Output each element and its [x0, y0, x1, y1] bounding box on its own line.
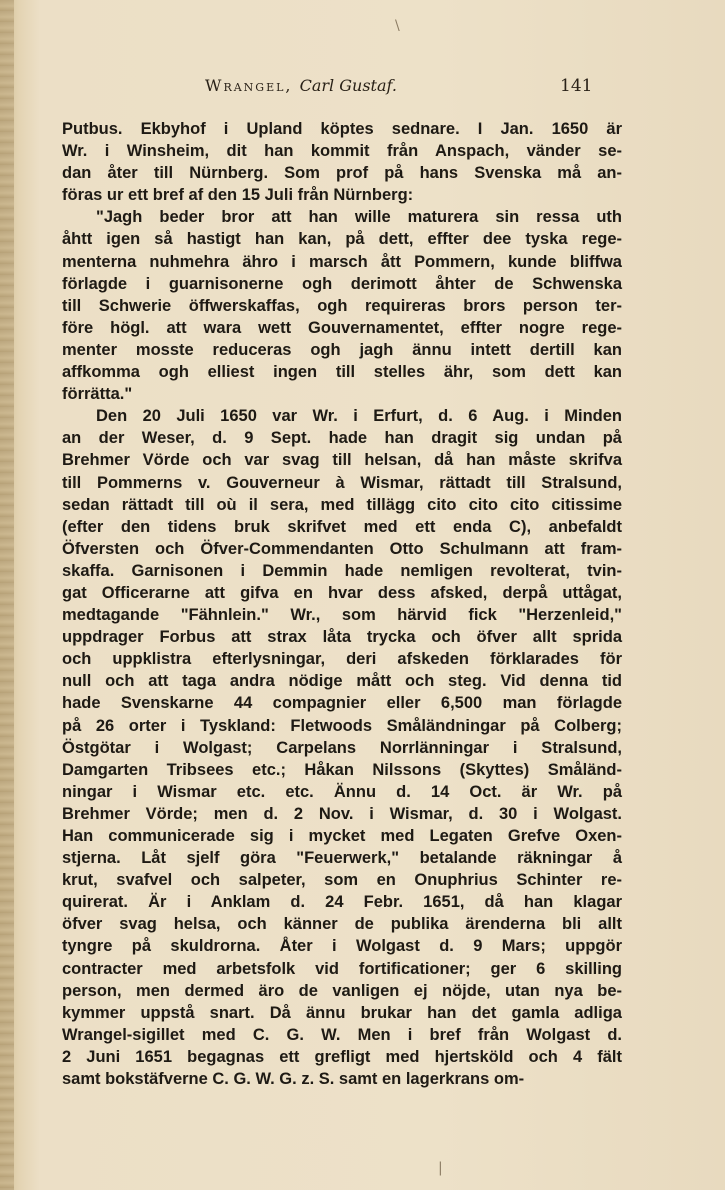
paper-speck-mark: \	[395, 18, 400, 34]
text-line: contracter med arbetsfolk vid fortificationer; ger 6 skilling	[62, 959, 622, 978]
text-line: kymmer uppstå snart. Då ännu brukar han det gamla adliga	[62, 1003, 622, 1022]
text-line: (efter den tidens bruk skrifvet med ett enda C), anbefaldt	[62, 517, 622, 536]
text-line: samt bokstäfverne C. G. W. G. z. S. samt en lagerkrans om-	[62, 1070, 525, 1089]
text-line: Wrangel-sigillet med C. G. W. Men i bref från Wolgast d.	[62, 1025, 622, 1044]
text-line: medtagande "Fähnlein." Wr., som härvid fick "Herzenleid,"	[62, 606, 622, 625]
running-head	[205, 76, 655, 102]
text-line: "Jagh beder bror att han wille maturera sin ressa uth	[96, 208, 622, 227]
paper-speck-mark: |	[438, 1160, 443, 1176]
text-line: null och att taga andra nödige mått och steg. Vid denna tid	[62, 672, 622, 691]
text-line: uppdrager Forbus att strax låta trycka och öfver allt sprida	[62, 628, 622, 647]
text-line: till Schwerie öffwerskaffas, ogh requireras brors person ter-	[62, 296, 622, 315]
text-line: skaffa. Garnisonen i Demmin hade nemligen revolterat, tvin-	[62, 561, 622, 580]
text-line: Han communicerade sig i mycket med Legaten Grefve Oxen-	[62, 827, 622, 845]
text-line: åhtt igen så hastigt han kan, på dett, effter dee tyska rege-	[62, 230, 622, 249]
text-line: Damgarten Tribsees etc.; Håkan Nilssons (Skyttes) Småländ-	[62, 760, 622, 779]
text-line: Brehmer Vörde; men d. 2 Nov. i Wismar, d. 30 i Wolgast.	[62, 804, 622, 823]
text-line: Den 20 Juli 1650 var Wr. i Erfurt, d. 6 Aug. i Minden	[96, 407, 622, 426]
text-line: Östgötar i Wolgast; Carpelans Norrlänningar i Stralsund,	[62, 738, 622, 757]
text-line: Öfversten och Öfver-Commendanten Otto Schulmann att fram-	[62, 539, 622, 558]
text-line: an der Weser, d. 9 Sept. hade han dragit sig undan på	[62, 429, 622, 448]
text-line: på 26 orter i Tyskland: Fletwoods Småländningar på Colberg;	[62, 716, 622, 735]
text-line: Putbus. Ekbyhof i Upland köptes sednare. I Jan. 1650 är	[62, 120, 622, 138]
text-line: sedan rättadt till où il sera, med tillägg cito cito cito citissime	[62, 495, 622, 514]
text-line: affkomma ogh elliest ingen till stelles ähr, som dett kan	[62, 363, 622, 382]
text-line: förrätta."	[62, 385, 133, 404]
text-line: ningar i Wismar etc. etc. Ännu d. 14 Oct. är Wr. på	[62, 782, 622, 801]
text-line: förlagde i guarnisonerne ogh derimott åhter de Schwenska	[62, 274, 622, 293]
page-number: 141	[560, 76, 593, 96]
text-line: före högl. att wara wett Gouvernamentet, effter nogre rege-	[62, 318, 622, 337]
body-text	[62, 118, 622, 1090]
text-line: dan åter till Nürnberg. Som prof på hans Svenska må an-	[62, 164, 622, 183]
text-line: quirerat. Är i Anklam d. 24 Febr. 1651, då han klagar	[62, 893, 622, 912]
text-line: öfver svag helsa, och känner de publika ärenderna bli allt	[62, 915, 622, 934]
text-line: till Pommerns v. Gouverneur à Wismar, rättadt till Stralsund,	[62, 473, 622, 492]
running-head-title	[205, 76, 397, 95]
book-binding-edge	[0, 0, 14, 1190]
text-line: Brehmer Vörde och var svag till helsan, då han måste skrifva	[62, 451, 622, 470]
text-line: menterna nuhmehra ähro i marsch ått Pommern, kunde bliffwa	[62, 252, 622, 271]
text-line: menter mosste reduceras ogh jagh ännu intett dertill kan	[62, 340, 622, 359]
text-line: gat Officerarne att gifva en hvar dess afsked, derpå uttågat,	[62, 583, 622, 602]
running-head-given-names: Carl Gustaf.	[299, 76, 397, 95]
text-line: och uppklistra efterlysningar, deri afskeden förklarades för	[62, 650, 622, 669]
text-line: föras ur ett bref af den 15 Juli från Nürnberg:	[62, 186, 414, 205]
text-line: person, men dermed äro de vanligen ej nöjde, utan nya be-	[62, 981, 622, 1000]
text-line: krut, svafvel och salpeter, som en Onuphrius Schinter re-	[62, 871, 622, 890]
text-line: hade Svenskarne 44 compagnier eller 6,500 man förlagde	[62, 694, 622, 713]
text-line: 2 Juni 1651 begagnas ett grefligt med hjertsköld och 4 fält	[62, 1047, 622, 1066]
text-line: stjerna. Låt sjelf göra "Feuerwerk," betalande räkningar å	[62, 849, 622, 868]
text-line: tyngre på skuldrorna. Åter i Wolgast d. 9 Mars; uppgör	[62, 937, 622, 956]
running-head-surname: Wrangel,	[205, 76, 293, 95]
text-line: Wr. i Winsheim, dit han kommit från Anspach, vänder se-	[62, 142, 622, 161]
